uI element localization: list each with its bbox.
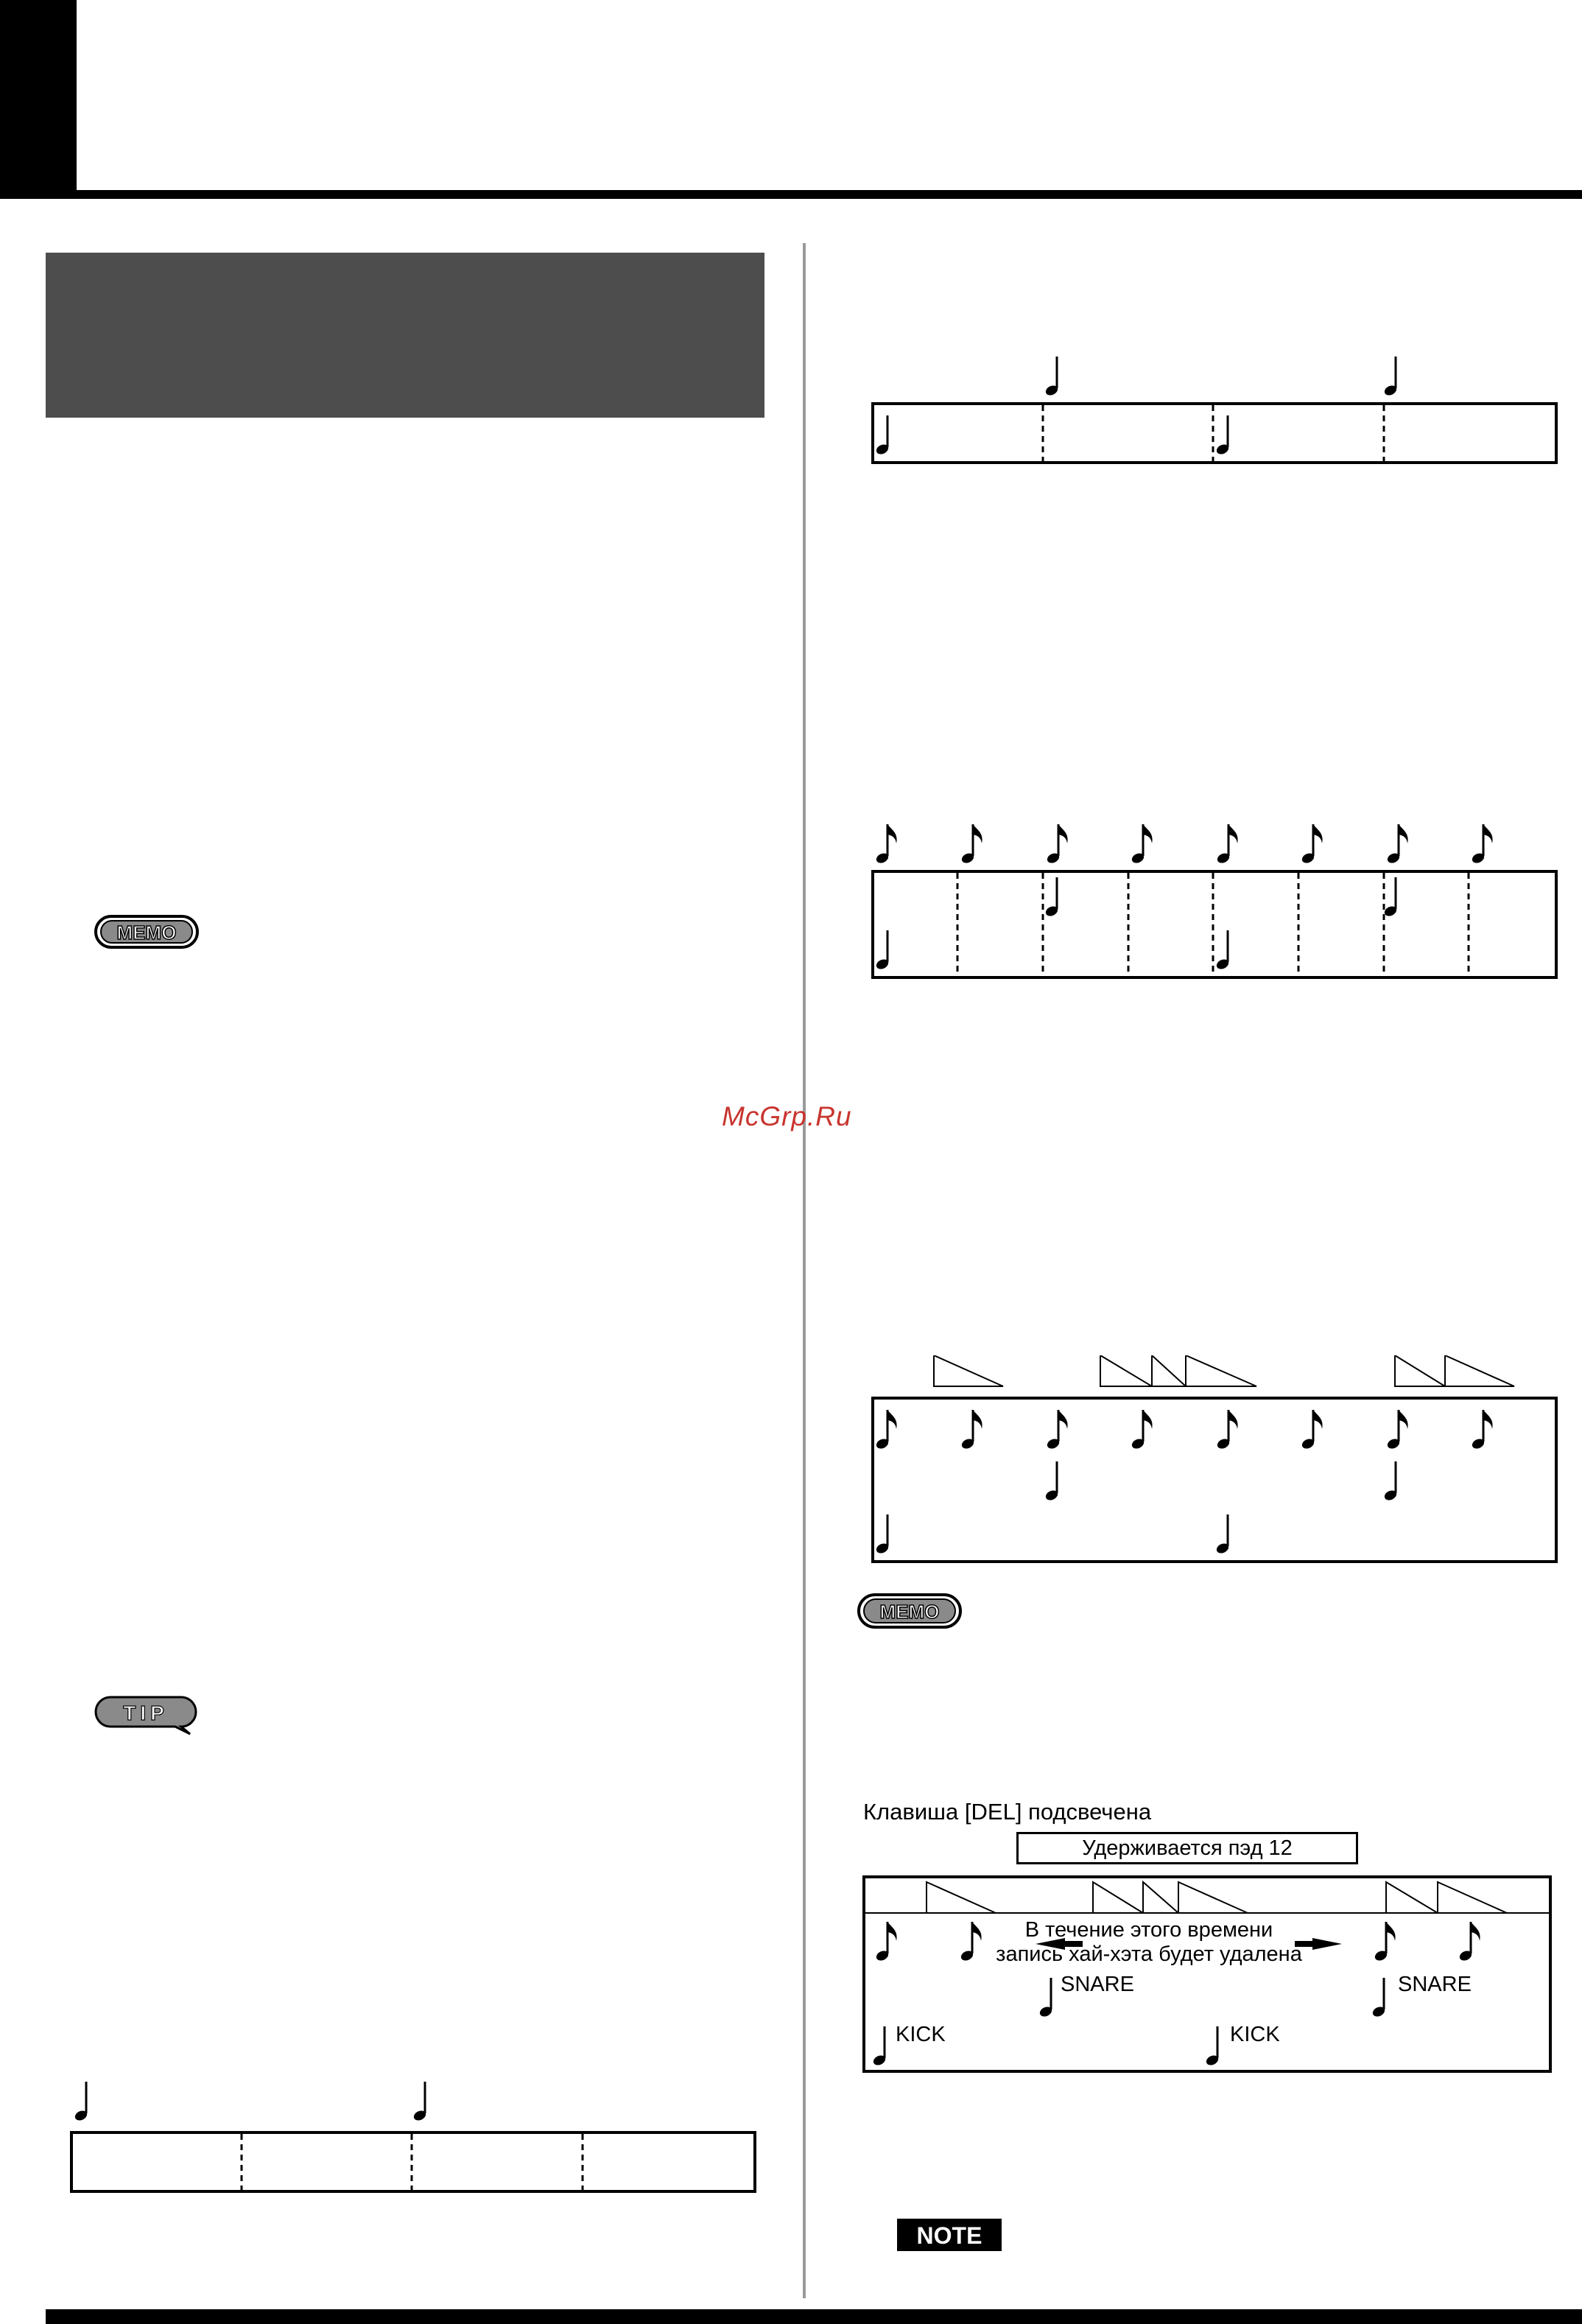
kick-label: KICK <box>896 2023 946 2046</box>
hihat-note <box>1131 824 1153 865</box>
rhythm-diagram-kick-snare <box>863 346 1563 471</box>
snare-note <box>1044 877 1059 918</box>
erase-description <box>980 1918 1318 1967</box>
snare-note <box>1038 1978 1053 2018</box>
snare-note <box>1383 877 1398 918</box>
note-icon-label: NOTE <box>916 2222 982 2249</box>
snare-note <box>1371 1978 1386 2018</box>
kick-note <box>1205 2026 1220 2067</box>
hihat-note <box>1216 1410 1238 1450</box>
memo-icon-label: MEMO <box>116 921 177 944</box>
kick-note <box>1215 1514 1230 1555</box>
snare-label: SNARE <box>1061 1973 1134 1996</box>
hihat-note <box>960 1410 982 1450</box>
kick-note <box>875 930 890 971</box>
rhythm-diagram-hihat <box>863 807 1563 983</box>
kick-note <box>1215 415 1230 456</box>
hihat-note <box>1374 1922 1396 1962</box>
hihat-note <box>875 1410 897 1450</box>
quarter-note <box>74 2082 88 2122</box>
hihat-note <box>1386 1410 1408 1450</box>
hihat-note <box>875 824 897 865</box>
memo-icon <box>94 915 199 949</box>
kick-label: KICK <box>1230 2023 1280 2046</box>
section-header-band <box>46 253 764 418</box>
hihat-note <box>1046 824 1068 865</box>
snare-note <box>1044 1461 1059 1502</box>
kick-note <box>875 1514 890 1555</box>
top-rule <box>77 190 1582 199</box>
kick-note <box>872 2026 887 2067</box>
held-pad-box: Удерживается пэд 12 <box>1016 1832 1358 1864</box>
hihat-note <box>1458 1922 1480 1962</box>
note-icon <box>897 2219 1002 2251</box>
hihat-note <box>1301 1410 1323 1450</box>
hihat-note <box>960 824 982 865</box>
snare-note <box>1044 357 1059 397</box>
memo-icon <box>857 1593 962 1629</box>
watermark: McGrp.Ru <box>722 1101 852 1131</box>
rhythm-diagram-quarter <box>66 2071 759 2197</box>
erase-line-2: запись хай-хэта будет удалена <box>996 1942 1302 1966</box>
kick-note <box>875 415 890 456</box>
quarter-note <box>412 2082 427 2122</box>
hihat-note <box>1386 824 1408 865</box>
snare-note <box>1383 1461 1398 1502</box>
hihat-note <box>1471 824 1493 865</box>
hihat-note <box>1301 824 1323 865</box>
tip-icon-label: TIP <box>123 1702 169 1724</box>
tip-icon <box>94 1694 202 1735</box>
hihat-note <box>875 1922 897 1962</box>
corner-block <box>0 0 77 199</box>
snare-label: SNARE <box>1398 1973 1472 1996</box>
rhythm-diagram-hihat-open <box>863 1355 1563 1565</box>
hihat-note <box>960 1922 982 1962</box>
bottom-rule <box>46 2309 1582 2324</box>
hihat-note <box>1131 1410 1153 1450</box>
column-divider <box>803 243 806 2298</box>
kick-note <box>1215 930 1230 971</box>
hihat-note <box>1046 1410 1068 1450</box>
erase-line-1: В течение этого времени <box>1024 1918 1273 1942</box>
del-key-caption: Клавиша [DEL] подсвечена <box>863 1799 1152 1825</box>
hihat-note <box>1216 824 1238 865</box>
hihat-note <box>1471 1410 1493 1450</box>
snare-note <box>1383 357 1398 397</box>
memo-icon-label: MEMO <box>879 1601 940 1623</box>
